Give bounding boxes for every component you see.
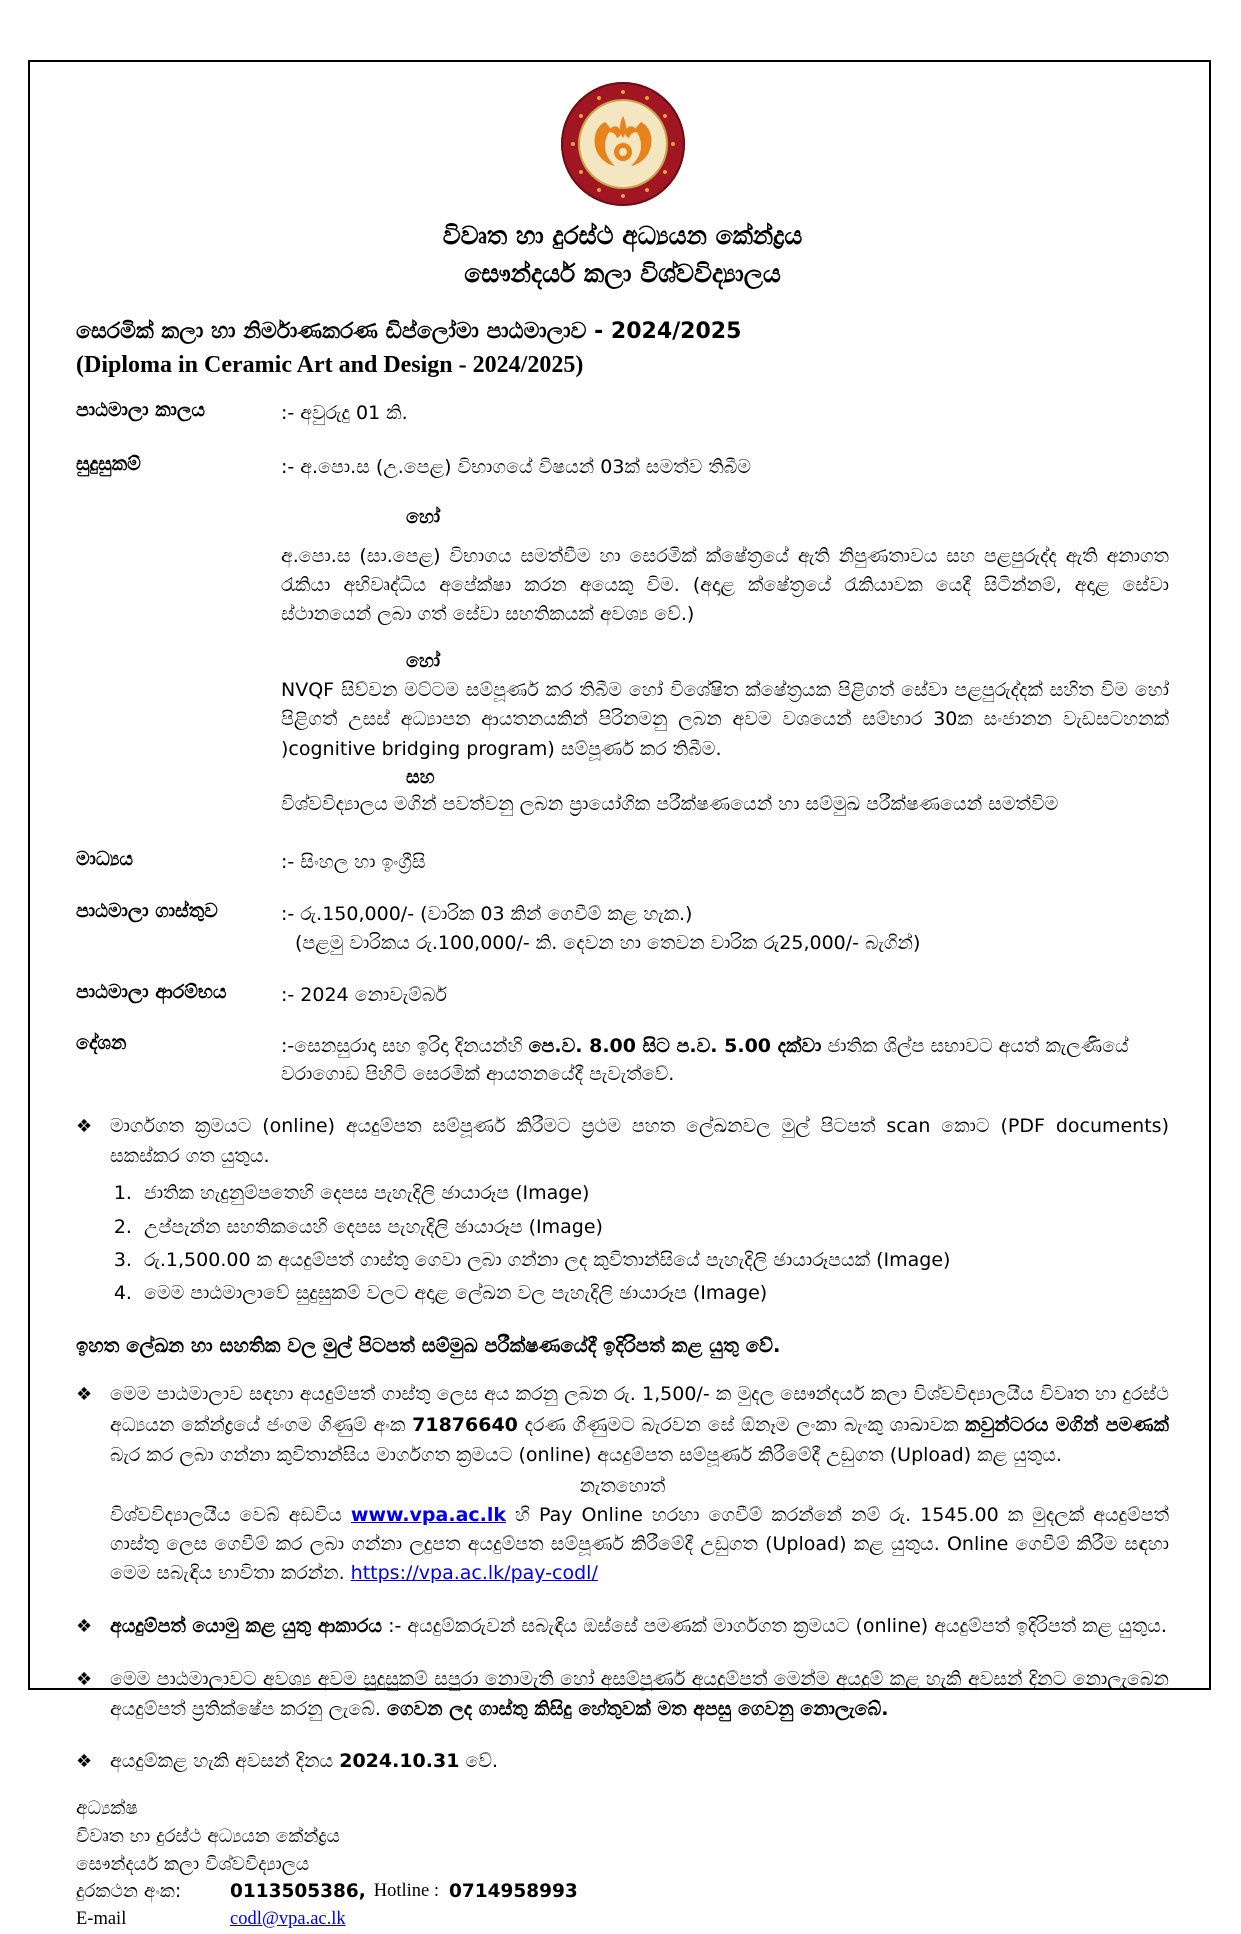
hotline-number: 0714958993 — [449, 1881, 578, 1903]
course-title-sinhala: සෙරමික් කලා හා නිර්මාණකරණ ඩිප්ලෝමා පාඨමාලාව - 2024/2025 — [76, 318, 742, 344]
row-qualifications — [76, 453, 1169, 482]
pay-codl-link[interactable]: https://vpa.ac.lk/pay-codl/ — [350, 1562, 598, 1585]
signatory-title: අධ්‍යක්ෂ — [76, 1798, 138, 1820]
org-name-line1: විවෘත හා දුරස්ථ අධ්‍යයන කේන්ද්‍රය — [442, 221, 803, 250]
payment-text-3: බැර කර ලබා ගන්නා කුවිතාන්සිය මාර්ගගත ක්‍රමයට (online) අයදුම්පත සම්පූර්ණ කිරීමේදී උඩුගත (Upload) කළ යුතුය. — [110, 1444, 1062, 1467]
qualification-exam: විශ්වවිද්‍යාලය මගින් පවත්වනු ලබන ප්‍රායෝගික පරීක්ෂණයෙන් හා සම්මුඛ පරීක්ෂණයෙන් සමත්විම — [281, 793, 1059, 816]
deadline-text-pre: අයදුම්කළ හැකි අවසන් දිනය — [110, 1750, 340, 1773]
footer-org-line2: සෞන්දර්ය කලා විශ්වවිද්‍යාලය — [76, 1853, 310, 1875]
medium-label: මාධ්‍යය — [76, 847, 134, 870]
scan-document-list — [76, 1177, 1169, 1310]
bullet-scan-documents — [76, 1111, 1169, 1172]
row-lectures — [76, 1032, 1169, 1089]
bullet-submission-method — [76, 1611, 1169, 1642]
or-separator-2: හෝ — [406, 649, 441, 672]
online-payment-text-2: හි Pay Online හරහා ගෙවීම් කරන්නේ නම් රු. 1545.00 ක මුදලක් අයදුම්පත් ගාස්තු ලෙස ගෙවීම් කර ලබා ගන්නා ලදුපත අයදුම්පත සම්පූර්ණ කිරීමේදී උඩුගත (Upload) කළ යුතුය. Online ගෙවීම් කිරීම සඳහා මෙම සබැඳිය භාවිතා කරන්න. — [110, 1503, 1170, 1585]
fee-label: පාඨමාලා ගාස්තුව — [76, 900, 218, 923]
payment-text-1: මෙම පාඨමාලාව සඳහා අයදුම්පත් ගාස්තු ලෙස අය කරනු ලබන රු. 1,500/- ක මුදල සෞන්දර්ය කලා විශ්වවිද්‍යාලයීය විවෘත හා දුරස්ථ අධ්‍යයන කේන්ද්‍රයේ ජංගම ගිණුම් අංක — [110, 1383, 1169, 1436]
hotline-label: Hotline : — [373, 1881, 440, 1902]
bullet-rejection — [76, 1664, 1169, 1725]
logo-container — [76, 80, 1169, 212]
lectures-text-pre: :-සෙනසුරාදා සහ ඉරිදා දිනයන්හි — [281, 1034, 529, 1057]
payment-paragraph — [110, 1379, 1169, 1470]
scan-intro: මාර්ගගත ක්‍රමයට (online) අයදුම්පත සම්පූර්ණ කිරීමට ප්‍රථම පහත ලේඛනවල මුල් පිටපත් scan කොට (PDF documents) සකස්කර ගත යුතුය. — [110, 1114, 1169, 1167]
medium-value: :- සිංහල හා ඉංග්‍රීසි — [281, 850, 426, 873]
no-refund-bold: ගෙවන ලද ගාස්තු කිසිදු හේතුවක් මත අපසු ගෙවනු නොලැබේ. — [387, 1698, 889, 1721]
qualifications-value: :- අ.පො.ස (උ.පෙළ) විභාගයේ විෂයන් 03ක් සමත්ව තිබීම — [281, 456, 752, 478]
bullet-payment — [76, 1379, 1169, 1470]
fee-value-line1: :- රු.150,000/- (වාරික 03 කින් ගෙවීම් කළ හැක.) — [281, 903, 693, 926]
phone-label: දුරකථන අංක: — [76, 1881, 182, 1903]
rejection-paragraph — [110, 1664, 1169, 1725]
email-link[interactable]: codl@vpa.ac.lk — [230, 1909, 346, 1930]
row-start — [76, 981, 1169, 1010]
and-separator: සහ — [406, 766, 435, 789]
submission-method-text: :- අයදුම්කරුවන් සබැඳිය ඔස්සේ පමණක් මාර්ගගත ක්‍රමයට (online) අයදුම්පත් ඉදිරිපත් කළ යුතුය. — [382, 1614, 1167, 1637]
online-payment-paragraph — [110, 1501, 1169, 1589]
deadline-text-post: වේ. — [459, 1750, 499, 1773]
list-item: 3. රු.1,500.00 ක අයදුම්පත් ගාස්තු ගෙවා ලබා ගන්නා ලද කුවිතාන්සියේ පැහැදිලි ඡායාරූපයක් (Image) — [138, 1244, 1169, 1277]
fee-value — [281, 900, 1169, 957]
payment-counter-only-bold: කවුන්ටරය මගින් පමණක් — [965, 1413, 1169, 1436]
duration-label: පාඨමාලා කාලය — [76, 398, 206, 421]
qualification-alternative-1: අ.පො.ස (සා.පෙළ) විභාගය සමත්වීම හා සෙරමික් ක්ෂේත්‍රයේ ඇති නිපුණතාවය සහ පළපුරුද්ද ඇති අනාගත රැකියා අභිවෘද්ධිය අපේක්ෂා කරන අයෙකු විම. (අදාළ ක්ෂේත්‍රයේ රැකියාවක යෙදී සිටින්නම්, අදාළ සේවා ස්ථානයෙන් ලබා ගත් සේවා සහතිකයක් අවශ්‍ය වේ.) — [281, 544, 1169, 626]
online-payment-text-1: විශ්වවිද්‍යාලයීය වෙබ් අඩවිය — [110, 1503, 351, 1526]
start-value: :- 2024 නොවැම්බර් — [281, 984, 447, 1007]
qualification-alternative-2: NVQF සිව්වන මට්ටම සම්පූර්ණ කර තිබීම හෝ විශේෂිත ක්ෂේත්‍රයක පිළිගත් සේවා පළපුරුද්දක් සහිත විම හෝ පිළිගත් උසස් අධ්‍යාපන ආයතනයකින් පිරිනමනු ලබන අවම වශයෙන් සම්භාර 30ක සංජානන වැඩසටහනක් )cognitive bridging program) සම්පූර්ණ කර තිබීම. — [281, 678, 1169, 760]
email-label: E-mail — [76, 1909, 127, 1930]
diamond-bullet-icon: ❖ — [76, 1668, 93, 1690]
rejection-text: මෙම පාඨමාලාවට අවශ්‍ය අවම සුදුසුකම් සපුරා නොමැති හෝ අසම්පූර්ණ අයදුම්පත් මෙන්ම අයදුම් කළ හැකි අවසන් දිනට නොලැබෙන අයදුම්පත් ප්‍රතික්ෂේප කරනු ලැබේ. — [110, 1667, 1169, 1721]
fee-value-line2: (පළමු වාරිකය රු.100,000/- කි. දෙවන හා තෙවන වාරික රු25,000/- බැගින්) — [295, 931, 921, 954]
footer-signature-block — [76, 1795, 1169, 1934]
diamond-bullet-icon: ❖ — [76, 1384, 93, 1406]
diamond-bullet-icon: ❖ — [76, 1115, 93, 1137]
diamond-bullet-icon: ❖ — [76, 1615, 93, 1637]
otherwise-separator: නැතහොත් — [579, 1474, 666, 1497]
deadline-paragraph — [110, 1746, 1169, 1777]
payment-text-2: දරණ ගිණුමට බැරවන සේ ඕනෑම ලංකා බැංකු ශාඛාවක — [517, 1413, 966, 1436]
phone-number: 0113505386, — [230, 1881, 366, 1903]
document-border — [28, 60, 1211, 1930]
originals-required-note: ඉහත ලේඛන හා සහතික වල මුල් පිටපත් සම්මුඛ පරීක්ෂණයේදී ඉදිරිපත් කළ යුතු වේ. — [76, 1334, 781, 1358]
diamond-bullet-icon: ❖ — [76, 1751, 93, 1773]
deadline-date-bold: 2024.10.31 — [339, 1750, 460, 1773]
list-item: 2. උප්පැන්න සහතිකයෙහි දෙපස පැහැදිලි ඡායාරූප (Image) — [138, 1211, 1169, 1244]
vpa-website-link[interactable]: www.vpa.ac.lk — [350, 1503, 507, 1526]
start-label: පාඨමාලා ආරම්භය — [76, 981, 227, 1004]
lectures-label: දේශන — [76, 1031, 127, 1054]
row-fee — [76, 900, 1169, 957]
row-duration — [76, 399, 1169, 428]
university-logo-icon — [559, 80, 687, 208]
duration-value: :- අවුරුදු 01 කි. — [281, 401, 408, 424]
lectures-value — [281, 1032, 1169, 1089]
row-medium — [76, 848, 1169, 877]
submission-method-bold: අයදුම්පත් යොමු කළ යුතු ආකාරය — [110, 1614, 383, 1637]
footer-email-row — [76, 1906, 1169, 1934]
org-name-line2: සෞන්දර්ය කලා විශ්වවිද්‍යාලය — [464, 259, 781, 289]
footer-phone-row — [76, 1878, 1169, 1906]
course-title-english: (Diploma in Ceramic Art and Design - 2024/2025) — [76, 351, 584, 378]
lectures-time-bold: පෙ.ව. 8.00 සිට ප.ව. 5.00 දක්වා — [528, 1034, 822, 1057]
qualifications-label: සුදුසුකම් — [76, 453, 141, 475]
payment-account-number: 71876640 — [412, 1413, 518, 1436]
list-item: 1. ජාතික හැදුනුම්පතෙහි දෙපස පැහැදිලි ඡායාරූප (Image) — [138, 1177, 1169, 1210]
footer-org-line1: විවෘත හා දුරස්ථ අධ්‍යයන කේන්ද්‍රය — [76, 1825, 340, 1847]
list-item: 4. මෙම පාඨමාලාවේ සුදුසුකම් වලට අදාළ ලේඛන වල පැහැදිලි ඡායාරූප (Image) — [138, 1277, 1169, 1310]
or-separator-1: හෝ — [406, 505, 441, 528]
submission-paragraph — [110, 1611, 1169, 1642]
lectures-text-post: ජාතික ශිල්ප සභාවට අයත් කැලණියේ වරාගොඩ පිහිටි සෙරමික් ආයතනයේදී පැවැත්වේ. — [281, 1034, 1129, 1086]
bullet-deadline — [76, 1746, 1169, 1777]
